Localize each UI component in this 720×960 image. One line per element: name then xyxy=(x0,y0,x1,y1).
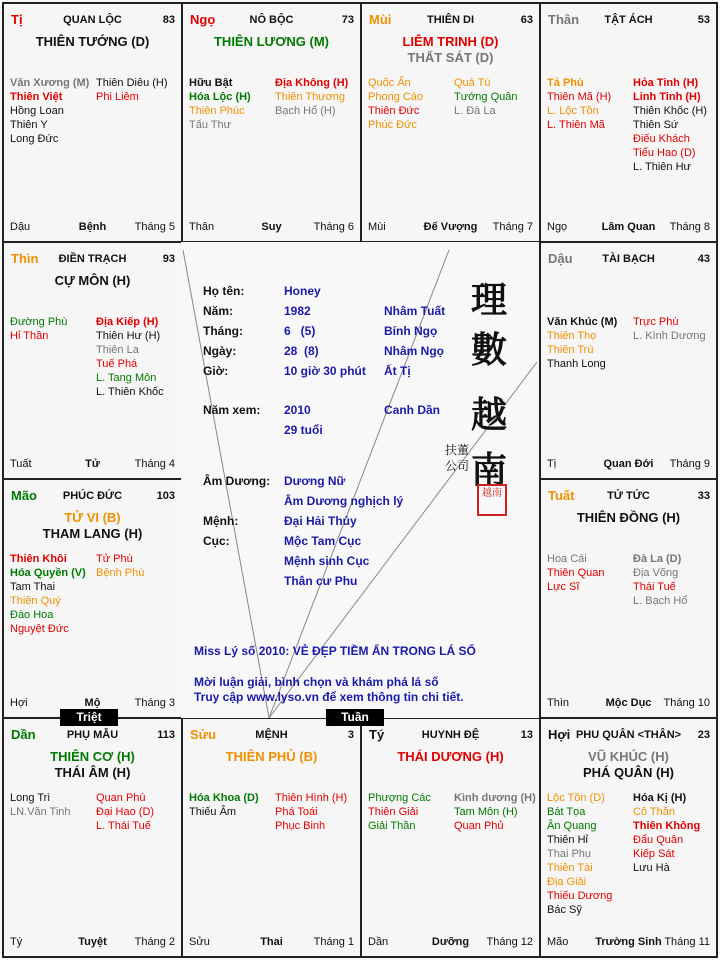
year-value: 1982 xyxy=(284,304,311,318)
view-year-label: Năm xem: xyxy=(203,403,261,417)
palace-branch: Sửu xyxy=(190,727,217,742)
hour-can-chi: Ất Tị xyxy=(384,364,411,378)
minor-star: Phúc Đức xyxy=(368,119,417,131)
palace-tu-tuc xyxy=(539,478,718,719)
minor-star: Tiểu Hao (D) xyxy=(633,147,696,159)
palace-name: NÔ BỘC xyxy=(249,14,294,26)
cuc-value: Mộc Tam Cục xyxy=(284,534,362,548)
footer-branch: Dần xyxy=(368,936,389,948)
palace-tai-bach xyxy=(539,241,718,480)
minor-star: Thiên Tài xyxy=(547,862,593,874)
footer-stage: Quan Đới xyxy=(603,458,654,470)
main-star: VŨ KHÚC (H) xyxy=(588,749,669,764)
footer-month: Tháng 10 xyxy=(663,697,710,709)
minor-star: Đà La (D) xyxy=(633,553,682,565)
palace-branch: Mão xyxy=(11,488,37,503)
palace-footer xyxy=(368,936,533,950)
palace-footer xyxy=(547,221,710,235)
main-star: THAM LANG (H) xyxy=(42,526,143,541)
minor-star: L. Kình Dương xyxy=(633,330,706,342)
palace-name: PHỤ MẪU xyxy=(66,729,119,741)
minor-star: Thiếu Dương xyxy=(547,890,613,902)
palace-number: 53 xyxy=(697,14,710,26)
minor-star: Quan Phủ xyxy=(454,820,504,832)
minor-star: Quả Tú xyxy=(454,77,491,89)
calligraphy-char-2: 數 xyxy=(471,329,508,371)
palace-footer xyxy=(10,458,175,472)
palace-footer xyxy=(10,936,175,950)
minor-star: Thiên Hỉ xyxy=(547,834,588,846)
palace-footer xyxy=(547,458,710,472)
palace-name: MỆNH xyxy=(255,729,288,741)
palace-branch: Dậu xyxy=(548,251,573,266)
amduong-relation: Âm Dương nghịch lý xyxy=(284,494,404,508)
palace-name: TÀI BẠCH xyxy=(602,253,655,265)
minor-star: Nguyệt Đức xyxy=(10,623,69,635)
right-star-column xyxy=(96,76,168,104)
footer-stage: Bệnh xyxy=(78,221,107,233)
minor-star: Đào Hoa xyxy=(10,609,54,621)
cuc-label: Cục: xyxy=(203,534,230,548)
right-star-column xyxy=(633,791,700,875)
right-star-column xyxy=(633,76,707,174)
minor-star: Hóa Khoa (D) xyxy=(189,792,259,804)
than-position: Thân cư Phu xyxy=(284,574,358,588)
palace-name: ĐIỀN TRẠCH xyxy=(58,253,127,265)
minor-star: Tam Thai xyxy=(10,581,56,593)
view-year-can-chi: Canh Dần xyxy=(384,403,441,417)
palace-footer xyxy=(189,936,354,950)
palace-number: 73 xyxy=(341,14,354,26)
minor-star: Quan Phù xyxy=(96,792,146,804)
minor-star: Đường Phù xyxy=(10,316,68,328)
footer-stage: Đế Vượng xyxy=(423,221,478,233)
minor-star: Thiếu Âm xyxy=(189,806,237,818)
left-star-column xyxy=(10,791,71,819)
palace-name: PHÚC ĐỨC xyxy=(62,490,123,502)
palace-branch: Hợi xyxy=(548,727,571,742)
palace-footer xyxy=(547,936,710,950)
amduong-value: Dương Nữ xyxy=(284,474,346,488)
left-star-column xyxy=(368,791,431,833)
left-star-column xyxy=(368,76,423,132)
minor-star: Thiên Việt xyxy=(10,91,63,103)
footer-stage: Dưỡng xyxy=(431,936,470,948)
minor-star: Kiếp Sát xyxy=(633,848,675,860)
minor-star: L. Thiên Mã xyxy=(547,119,605,131)
palace-dien-trach xyxy=(2,241,183,480)
main-stars xyxy=(541,510,716,526)
minor-star: Thiên Trù xyxy=(547,344,594,356)
main-stars xyxy=(362,749,539,765)
minor-star: Địa Võng xyxy=(633,567,679,579)
minor-star: Phượng Các xyxy=(368,792,431,804)
palace-number: 13 xyxy=(520,729,533,741)
minor-star: Hoa Cái xyxy=(547,553,587,565)
footer-branch: Tị xyxy=(547,458,557,470)
footer-month: Tháng 9 xyxy=(669,458,710,470)
promo-line-2: Truy cập www.lyso.vn để xem thông tin chi tiết. xyxy=(194,690,464,704)
palace-thien-di xyxy=(360,2,541,243)
left-star-column xyxy=(10,315,67,343)
minor-star: Thiên Thương xyxy=(275,91,346,103)
calligraphy-small: 扶董公司 xyxy=(445,443,470,473)
promo-line-1: Mời luận giải, bình chọn và khám phá lá số xyxy=(194,675,439,689)
year-label: Năm: xyxy=(203,304,234,318)
palace-menh xyxy=(181,717,362,958)
minor-star: Lưu Hà xyxy=(633,862,670,874)
palace-footer xyxy=(10,221,175,235)
main-star: TỬ VI (B) xyxy=(64,510,121,525)
minor-star: Phá Toái xyxy=(275,806,318,818)
footer-branch: Hợi xyxy=(10,697,28,709)
minor-star: L. Lộc Tồn xyxy=(547,105,599,117)
triet-tag: Triệt xyxy=(60,709,118,726)
minor-star: L. Đà La xyxy=(454,105,496,117)
main-stars xyxy=(4,34,181,50)
minor-star: Hỉ Thần xyxy=(10,330,49,342)
main-stars xyxy=(4,749,181,781)
footer-branch: Tý xyxy=(10,936,23,948)
palace-branch: Tý xyxy=(369,727,385,742)
footer-stage: Suy xyxy=(261,221,282,233)
minor-star: Kình dương (H) xyxy=(454,792,536,804)
main-star: PHÁ QUÂN (H) xyxy=(583,765,674,780)
minor-star: Thiên Hư (H) xyxy=(96,330,161,342)
minor-star: Đẩu Quân xyxy=(633,834,684,846)
footer-month: Tháng 8 xyxy=(669,221,710,233)
minor-star: Tuế Phá xyxy=(96,358,138,370)
minor-star: Hóa Kị (H) xyxy=(633,792,687,804)
minor-star: Tấu Thư xyxy=(189,119,232,131)
menh-cuc-relation: Mệnh sinh Cục xyxy=(284,554,370,568)
palace-branch: Tuất xyxy=(548,488,575,503)
right-star-column xyxy=(96,791,154,833)
main-star: CỰ MÔN (H) xyxy=(54,273,131,288)
left-star-column xyxy=(189,76,251,132)
palace-number: 83 xyxy=(162,14,175,26)
footer-month: Tháng 6 xyxy=(313,221,354,233)
minor-star: Thiên Quý xyxy=(10,595,61,607)
palace-name: TẬT ÁCH xyxy=(604,14,653,26)
minor-star: Long Trì xyxy=(10,792,51,804)
minor-star: Tử Phù xyxy=(96,553,133,565)
minor-star: Ân Quang xyxy=(547,820,597,832)
minor-star: Thái Tuế xyxy=(633,581,676,593)
palace-number: 103 xyxy=(156,490,175,502)
footer-stage: Tử xyxy=(85,458,100,470)
hour-value: 10 giờ 30 phút xyxy=(284,364,366,378)
view-year-value: 2010 xyxy=(284,403,311,417)
minor-star: Văn Xương (M) xyxy=(10,77,90,89)
minor-star: Trực Phù xyxy=(633,316,679,328)
footer-branch: Mão xyxy=(547,936,569,948)
palace-name: TỬ TỨC xyxy=(607,490,650,502)
footer-month: Tháng 2 xyxy=(134,936,175,948)
minor-star: Thiên Đức xyxy=(368,105,420,117)
left-star-column xyxy=(189,791,259,819)
footer-branch: Ngọ xyxy=(547,221,568,233)
minor-star: Thiên Sứ xyxy=(633,119,679,131)
palace-name: QUAN LỘC xyxy=(63,14,122,26)
minor-star: Thiên Thọ xyxy=(547,330,597,342)
minor-star: Thai Phụ xyxy=(547,848,592,860)
palace-tat-ach xyxy=(539,2,718,243)
minor-star: Thiên Mã (H) xyxy=(547,91,612,103)
month-can-chi: Bính Ngọ xyxy=(384,324,438,338)
calligraphy-char-1: 理 xyxy=(471,279,508,321)
minor-star: Địa Giải xyxy=(547,876,587,888)
right-star-column xyxy=(454,76,518,118)
palace-no-boc xyxy=(181,2,362,243)
footer-month: Tháng 1 xyxy=(313,936,354,948)
promo-title: Miss Lý số 2010: VẺ ĐẸP TIỀM ẨN TRONG LÁ SỐ xyxy=(194,644,476,658)
main-stars xyxy=(183,34,360,50)
right-star-column xyxy=(633,315,706,343)
left-star-column xyxy=(10,552,86,636)
palace-name: PHU QUÂN <THÂN> xyxy=(575,729,682,741)
left-star-column xyxy=(547,791,612,917)
minor-star: Thiên Y xyxy=(10,119,48,131)
right-star-column xyxy=(96,552,144,580)
main-star: THÁI ÂM (H) xyxy=(54,765,131,780)
month-value: 6 (5) xyxy=(284,324,316,338)
footer-month: Tháng 4 xyxy=(134,458,175,470)
footer-stage: Mộc Dục xyxy=(605,697,652,709)
minor-star: Thiên Hình (H) xyxy=(275,792,348,804)
left-star-column xyxy=(547,76,611,132)
minor-star: Hóa Lộc (H) xyxy=(189,91,251,103)
footer-month: Tháng 5 xyxy=(134,221,175,233)
palace-footer xyxy=(189,221,354,235)
palace-branch: Tị xyxy=(11,12,23,27)
palace-number: 113 xyxy=(157,729,175,741)
minor-star: Tướng Quân xyxy=(454,91,518,103)
main-stars xyxy=(4,510,181,542)
footer-branch: Sửu xyxy=(189,936,210,948)
footer-branch: Thân xyxy=(189,221,215,233)
day-label: Ngày: xyxy=(203,344,237,358)
minor-star: Tả Phù xyxy=(547,77,584,89)
main-stars xyxy=(541,749,716,781)
month-label: Tháng: xyxy=(203,324,243,338)
footer-stage: Thai xyxy=(260,936,283,948)
minor-star: Phong Cáo xyxy=(368,91,424,103)
minor-star: L. Bạch Hổ xyxy=(633,595,688,607)
calligraphy-char-3: 越 xyxy=(471,394,508,436)
minor-star: L. Thiên Khốc xyxy=(96,386,164,398)
calligraphy-char-4: 南 xyxy=(471,449,508,491)
red-seal-stamp: 越南 xyxy=(477,484,507,516)
footer-branch: Mùi xyxy=(368,221,386,233)
minor-star: L. Tang Môn xyxy=(96,372,157,384)
minor-star: Linh Tinh (H) xyxy=(633,91,701,103)
center-info-panel xyxy=(181,242,539,718)
minor-star: Cô Thần xyxy=(633,806,675,818)
minor-star: L. Thiên Hư xyxy=(633,161,691,173)
main-star: THẤT SÁT (D) xyxy=(407,50,494,65)
footer-branch: Tuất xyxy=(10,458,32,470)
minor-star: Địa Kiếp (H) xyxy=(96,316,159,328)
minor-star: Văn Khúc (M) xyxy=(547,316,618,328)
minor-star: Hỏa Tinh (H) xyxy=(633,77,699,89)
palace-branch: Mùi xyxy=(369,12,392,27)
left-star-column xyxy=(547,315,617,371)
main-star: THIÊN ĐỒNG (H) xyxy=(576,510,681,525)
menh-value: Đại Hải Thủy xyxy=(284,514,357,528)
footer-month: Tháng 7 xyxy=(492,221,533,233)
minor-star: Thanh Long xyxy=(547,358,606,370)
footer-stage: Mộ xyxy=(84,697,101,709)
palace-branch: Thìn xyxy=(11,251,39,266)
age-value: 29 tuổi xyxy=(284,423,323,437)
minor-star: Thiên La xyxy=(96,344,139,356)
main-star: THIÊN CƠ (H) xyxy=(50,749,135,764)
main-star: THIÊN PHỦ (B) xyxy=(225,749,318,764)
year-can-chi: Nhâm Tuất xyxy=(384,304,446,318)
minor-star: Thiên Khôi xyxy=(10,553,67,565)
main-stars xyxy=(183,749,360,765)
palace-number: 33 xyxy=(697,490,710,502)
right-star-column xyxy=(96,315,164,399)
palace-number: 63 xyxy=(520,14,533,26)
palace-number: 3 xyxy=(347,729,354,741)
main-star: LIÊM TRINH (D) xyxy=(402,34,499,49)
menh-label: Mệnh: xyxy=(203,514,239,528)
minor-star: Quốc Ấn xyxy=(368,77,411,89)
palace-name: THIÊN DI xyxy=(426,14,475,26)
palace-phu-quan xyxy=(539,717,718,958)
palace-branch: Ngọ xyxy=(190,12,216,27)
minor-star: Lộc Tồn (D) xyxy=(547,792,605,804)
minor-star: Long Đức xyxy=(10,133,59,145)
minor-star: Tam Môn (H) xyxy=(454,806,518,818)
right-star-column xyxy=(454,791,536,833)
minor-star: Lực Sĩ xyxy=(547,581,580,593)
palace-phu-mau xyxy=(2,717,183,958)
minor-star: Thiên Khốc (H) xyxy=(633,105,707,117)
palace-number: 93 xyxy=(162,253,175,265)
minor-star: Thiên Phúc xyxy=(189,105,245,117)
main-star: THÁI DƯƠNG (H) xyxy=(397,749,504,764)
footer-branch: Dậu xyxy=(10,221,31,233)
palace-branch: Dần xyxy=(11,727,36,742)
right-star-column xyxy=(275,76,348,118)
minor-star: Địa Không (H) xyxy=(275,77,349,89)
footer-month: Tháng 3 xyxy=(134,697,175,709)
footer-branch: Thìn xyxy=(547,697,570,709)
main-star: THIÊN LƯƠNG (M) xyxy=(213,34,330,49)
minor-star: LN.Văn Tinh xyxy=(10,806,71,818)
minor-star: Thiên Giải xyxy=(368,806,419,818)
main-stars xyxy=(362,34,539,66)
main-star: THIÊN TƯỚNG (D) xyxy=(35,34,150,49)
main-stars xyxy=(4,273,181,289)
right-star-column xyxy=(275,791,347,833)
name-value: Honey xyxy=(284,284,321,298)
minor-star: Phi Liêm xyxy=(96,91,139,103)
footer-stage: Lâm Quan xyxy=(601,221,656,233)
name-label: Họ tên: xyxy=(203,284,245,298)
minor-star: Bệnh Phù xyxy=(96,567,145,579)
minor-star: Điếu Khách xyxy=(633,133,690,145)
minor-star: Bạch Hổ (H) xyxy=(275,105,336,117)
palace-number: 23 xyxy=(697,729,710,741)
minor-star: Phục Binh xyxy=(275,820,326,832)
footer-month: Tháng 12 xyxy=(486,936,533,948)
palace-number: 43 xyxy=(697,253,710,265)
palace-branch: Thân xyxy=(548,12,580,27)
minor-star: Bát Tọa xyxy=(547,806,586,818)
footer-stage: Trường Sinh xyxy=(595,936,662,948)
hour-label: Giờ: xyxy=(203,364,229,378)
footer-stage: Tuyệt xyxy=(78,936,107,948)
minor-star: L. Thái Tuế xyxy=(96,820,151,832)
tuan-tag: Tuần xyxy=(326,709,384,726)
palace-huynh-de xyxy=(360,717,541,958)
day-can-chi: Nhâm Ngọ xyxy=(384,344,444,358)
palace-footer xyxy=(547,697,710,711)
footer-month: Tháng 11 xyxy=(664,936,710,948)
amduong-label: Âm Dương: xyxy=(203,474,271,488)
day-value: 28 (8) xyxy=(284,344,319,358)
left-star-column xyxy=(10,76,89,146)
palace-footer xyxy=(368,221,533,235)
left-star-column xyxy=(547,552,604,594)
palace-name: HUYNH ĐỆ xyxy=(421,729,480,741)
minor-star: Hữu Bật xyxy=(189,77,233,89)
minor-star: Bác Sỹ xyxy=(547,904,582,916)
palace-phuc-duc xyxy=(2,478,183,719)
minor-star: Hóa Quyền (V) xyxy=(10,567,86,579)
minor-star: Thiên Quan xyxy=(547,567,605,579)
minor-star: Đại Hao (D) xyxy=(96,806,155,818)
palace-quan-loc xyxy=(2,2,183,243)
right-star-column xyxy=(633,552,687,608)
minor-star: Thiên Không xyxy=(633,820,701,832)
minor-star: Thiên Diêu (H) xyxy=(96,77,168,89)
minor-star: Giải Thần xyxy=(368,820,416,832)
minor-star: Hồng Loan xyxy=(10,105,64,117)
